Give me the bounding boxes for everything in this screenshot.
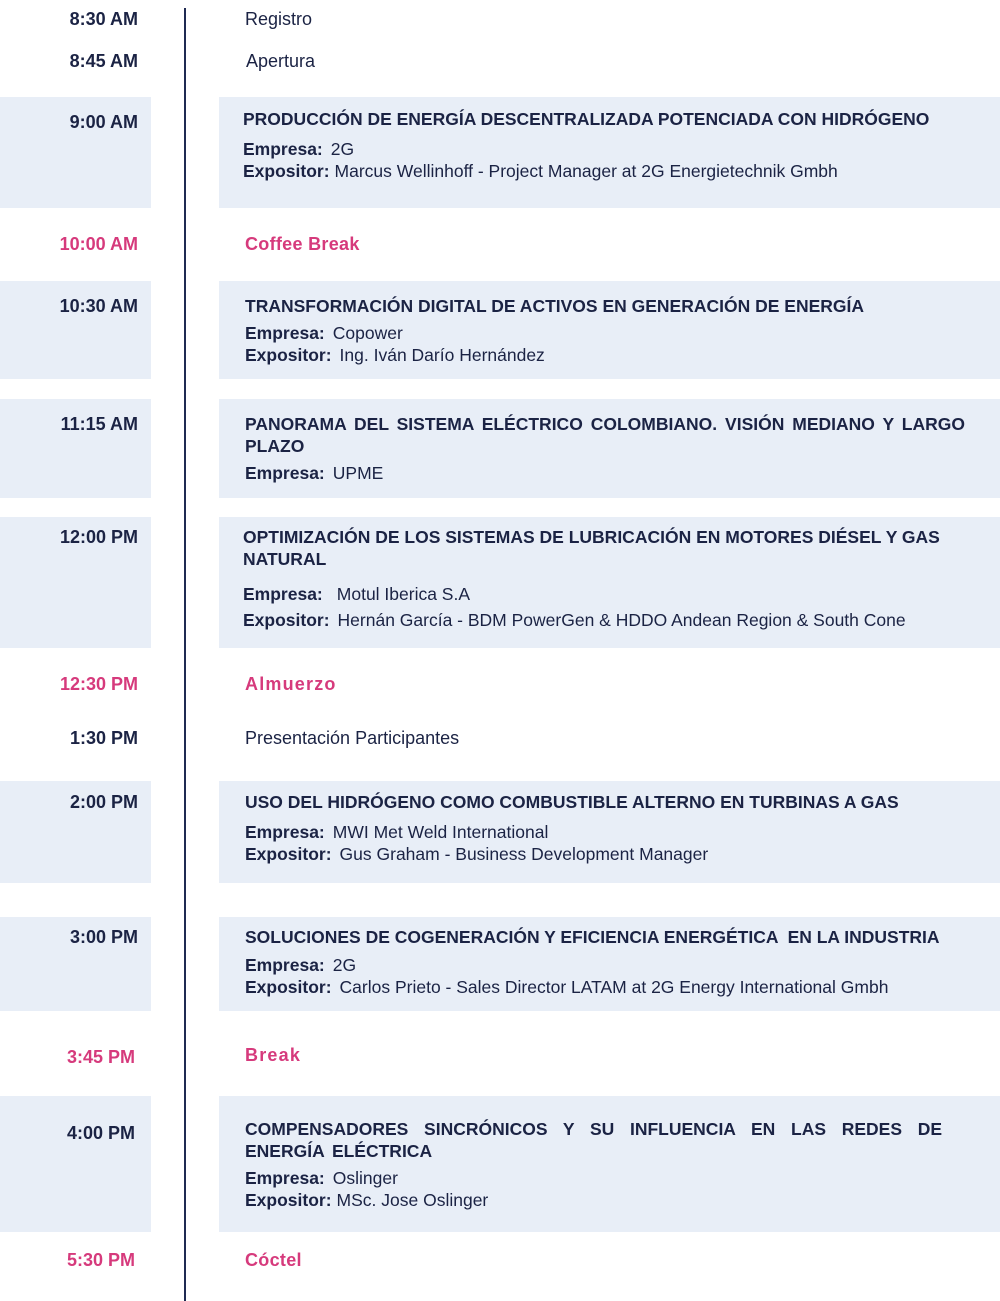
session-expositor xyxy=(243,160,971,182)
time-slot: 8:45 AM xyxy=(69,51,138,71)
session-empresa xyxy=(245,821,973,843)
empresa-value: Oslinger xyxy=(332,1168,398,1188)
empresa-value: Copower xyxy=(332,323,403,343)
time-slot: 10:30 AM xyxy=(59,296,138,316)
empresa-value: 2G xyxy=(332,955,357,975)
expositor-value: Gus Graham - Business Development Manager xyxy=(339,844,709,864)
time-slot: 3:45 PM xyxy=(66,1047,135,1067)
session-expositor xyxy=(245,843,973,865)
session-expositor xyxy=(245,1189,942,1211)
session-block xyxy=(245,791,973,865)
agenda-label: Registro xyxy=(245,9,313,29)
band-time-4-00 xyxy=(0,1096,151,1232)
break-label: Break xyxy=(245,1045,302,1065)
expositor-label: Expositor: xyxy=(245,345,332,365)
empresa-label: Empresa: xyxy=(245,1168,325,1188)
session-title: USO DEL HIDRÓGENO COMO COMBUSTIBLE ALTERNO EN TURBINAS A GAS xyxy=(245,792,899,812)
session-title: TRANSFORMACIÓN DIGITAL DE ACTIVOS EN GENERACIÓN DE ENERGÍA xyxy=(245,296,865,316)
lunch-label: Almuerzo xyxy=(245,674,337,694)
expositor-label: Expositor: xyxy=(245,844,332,864)
expositor-value: Carlos Prieto - Sales Director LATAM at 2G Energy International Gmbh xyxy=(339,977,889,997)
session-title: OPTIMIZACIÓN DE LOS SISTEMAS DE LUBRICACIÓN EN MOTORES DIÉSEL Y GAS NATURAL xyxy=(243,527,940,569)
agenda-label: Apertura xyxy=(246,51,316,71)
agenda-label: Presentación Participantes xyxy=(245,728,460,748)
time-slot: 12:30 PM xyxy=(59,674,138,694)
cocktail-label: Cóctel xyxy=(245,1250,302,1270)
time-slot: 5:30 PM xyxy=(66,1250,135,1270)
session-title: SOLUCIONES DE COGENERACIÓN Y EFICIENCIA ENERGÉTICA EN LA INDUSTRIA xyxy=(245,927,940,947)
expositor-value: MSc. Jose Oslinger xyxy=(336,1190,489,1210)
time-slot: 1:30 PM xyxy=(69,728,138,748)
empresa-label: Empresa: xyxy=(245,463,325,483)
session-expositor xyxy=(243,609,963,631)
session-block xyxy=(245,1118,942,1211)
empresa-label: Empresa: xyxy=(243,584,323,604)
time-slot: 4:00 PM xyxy=(66,1123,135,1143)
session-block xyxy=(245,926,985,998)
time-slot: 10:00 AM xyxy=(59,234,138,254)
expositor-value: Ing. Iván Darío Hernández xyxy=(339,345,545,365)
session-block xyxy=(243,526,963,631)
expositor-label: Expositor: xyxy=(243,610,330,630)
session-expositor xyxy=(245,344,973,366)
empresa-value: 2G xyxy=(330,139,355,159)
empresa-label: Empresa: xyxy=(245,323,325,343)
session-expositor xyxy=(245,976,985,998)
empresa-value: Motul Iberica S.A xyxy=(336,584,471,604)
session-title: COMPENSADORES SINCRÓNICOS Y SU INFLUENCIA EN LAS REDES DE ENERGÍA ELÉCTRICA xyxy=(245,1119,942,1161)
expositor-label: Expositor: xyxy=(243,161,330,181)
session-empresa xyxy=(243,138,971,160)
empresa-label: Empresa: xyxy=(245,955,325,975)
time-slot: 11:15 AM xyxy=(60,414,138,434)
time-slot: 8:30 AM xyxy=(69,9,138,29)
break-label: Coffee Break xyxy=(245,234,360,254)
session-empresa xyxy=(245,462,965,484)
time-slot: 9:00 AM xyxy=(69,112,138,132)
session-block xyxy=(243,108,971,182)
time-slot: 12:00 PM xyxy=(59,527,138,547)
expositor-value: Hernán García - BDM PowerGen & HDDO Andean Region & South Cone xyxy=(337,610,906,630)
empresa-value: UPME xyxy=(332,463,384,483)
timeline-divider xyxy=(184,8,186,1301)
expositor-label: Expositor: xyxy=(245,977,332,997)
session-empresa xyxy=(245,1167,942,1189)
expositor-label: Expositor: xyxy=(245,1190,332,1210)
empresa-label: Empresa: xyxy=(245,822,325,842)
time-slot: 3:00 PM xyxy=(69,927,138,947)
expositor-value: Marcus Wellinhoff - Project Manager at 2G Energietechnik Gmbh xyxy=(334,161,838,181)
session-empresa xyxy=(245,322,973,344)
empresa-label: Empresa: xyxy=(243,139,323,159)
session-title: PANORAMA DEL SISTEMA ELÉCTRICO COLOMBIANO. VISIÓN MEDIANO Y LARGO PLAZO xyxy=(245,414,965,456)
session-block xyxy=(245,295,973,366)
session-block xyxy=(245,413,965,484)
session-title: PRODUCCIÓN DE ENERGÍA DESCENTRALIZADA POTENCIADA CON HIDRÓGENO xyxy=(243,109,930,129)
session-empresa xyxy=(243,583,963,605)
session-empresa xyxy=(245,954,985,976)
time-slot: 2:00 PM xyxy=(69,792,138,812)
empresa-value: MWI Met Weld International xyxy=(332,822,549,842)
